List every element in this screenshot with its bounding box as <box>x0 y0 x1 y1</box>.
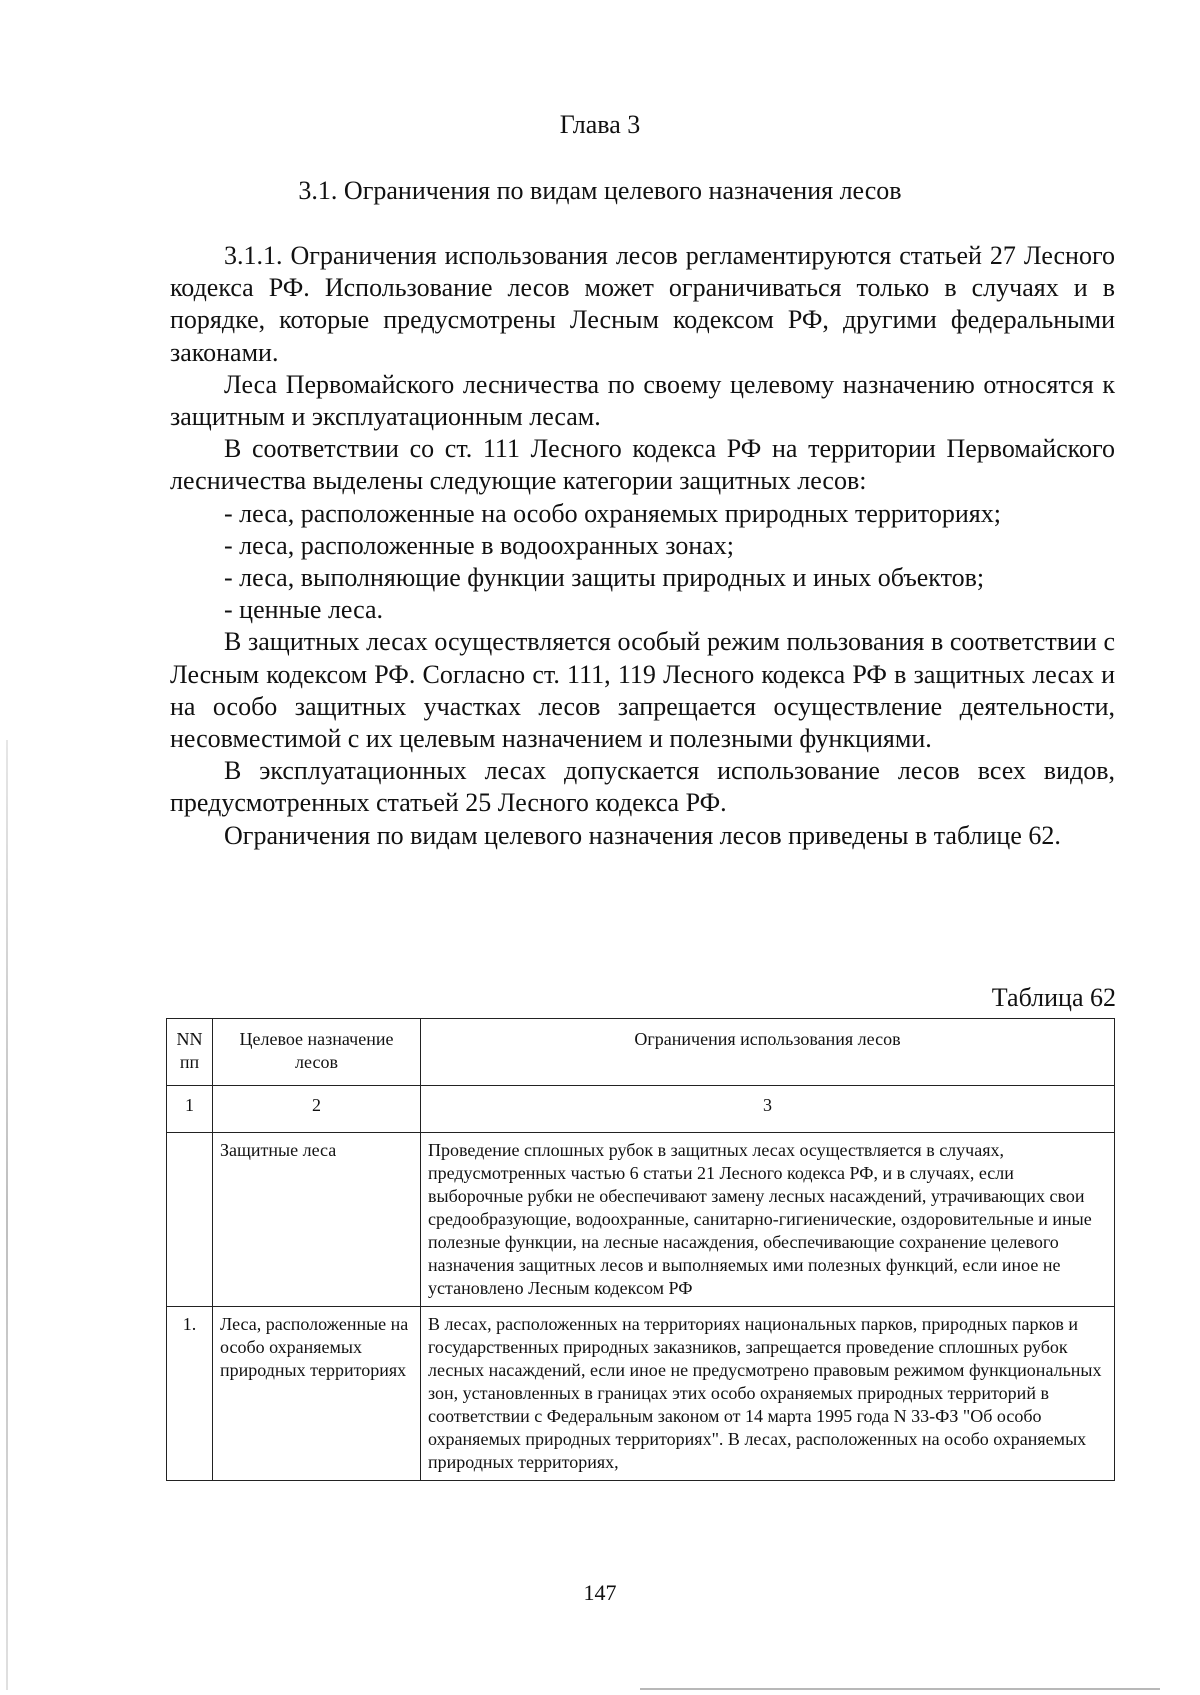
list-item: - леса, расположенные на особо охраняемых природных территориях; <box>224 498 1001 528</box>
column-number-row <box>167 1086 1115 1133</box>
chapter-title: Глава 3 <box>559 110 641 139</box>
row-purpose: Леса, расположенные на особо охраняемых природных территориях <box>213 1307 421 1481</box>
page-number: 147 <box>583 1580 617 1605</box>
paragraph: Ограничения по видам целевого назначения лесов приведены в таблице 62. <box>224 820 1061 850</box>
table-caption: Таблица 62 <box>991 983 1116 1012</box>
row-num <box>167 1133 213 1307</box>
list-item: - ценные леса. <box>224 595 384 625</box>
table-row <box>167 1133 1115 1307</box>
header-num: NN пп <box>167 1019 213 1086</box>
paragraph: В защитных лесах осуществляется особый режим пользования в соответствии с Лесным кодексом РФ. Согласно ст. 111, 119 Лесного кодекса РФ в защитных лесах и на особо защитных участках лесов запрещается осуществление деятельности, несовместимой с их целевым назначением и полезными функциями. <box>170 627 1115 754</box>
section-title: 3.1. Ограничения по видам целевого назначения лесов <box>298 176 902 205</box>
restrictions-table <box>166 1018 1115 1481</box>
row-restrictions: Проведение сплошных рубок в защитных лесах осуществляется в случаях, предусмотренных частью 6 статьи 21 Лесного кодекса РФ, и в случаях, если выборочные рубки не обеспечивают замену лесных насаждений, утрачивающих свои средообразующие, водоохранные, санитарно-гигиенические, оздоровительные и иные полезные функции, на лесные насаждения, обеспечивающие сохранение целевого назначения защитных лесов и выполняемых ими полезных функций, если иное не установлено Лесным кодексом РФ <box>421 1133 1115 1307</box>
column-number: 3 <box>421 1086 1115 1133</box>
table-header-row <box>167 1019 1115 1086</box>
paragraph: 3.1.1. Ограничения использования лесов регламентируются статьей 27 Лесного кодекса РФ. Использование лесов может ограничиваться только в случаях и в порядке, которые предусмотрены Лесным кодексом РФ, другими федеральными законами. <box>170 241 1115 367</box>
column-number: 2 <box>213 1086 421 1133</box>
paragraph: В эксплуатационных лесах допускается использование лесов всех видов, предусмотренных статьей 25 Лесного кодекса РФ. <box>170 756 1115 818</box>
row-restrictions: В лесах, расположенных на территориях национальных парков, природных парков и государственных природных заказников, запрещается проведение сплошных рубок лесных насаждений, если иное не предусмотрено правовым режимом функциональных зон, установленных в границах этих особо охраняемых природных территорий в соответствии с Федеральным законом от 14 марта 1995 года N 33-ФЗ "Об особо охраняемых природных территориях". В лесах, расположенных на особо охраняемых природных территориях, <box>421 1307 1115 1481</box>
row-purpose: Защитные леса <box>213 1133 421 1307</box>
list-item: - леса, выполняющие функции защиты природных и иных объектов; <box>224 563 985 593</box>
row-num: 1. <box>167 1307 213 1481</box>
header-purpose: Целевое назначение лесов <box>213 1019 421 1086</box>
paragraph: Леса Первомайского лесничества по своему целевому назначению относятся к защитным и эксплуатационным лесам. <box>170 369 1115 432</box>
scan-bottom-line <box>640 1688 1160 1690</box>
list-item: - леса, расположенные в водоохранных зонах; <box>224 530 735 560</box>
paragraph: В соответствии со ст. 111 Лесного кодекса РФ на территории Первомайского лесничества выделены следующие категории защитных лесов: <box>170 434 1115 496</box>
column-number: 1 <box>167 1086 213 1133</box>
header-restrictions: Ограничения использования лесов <box>421 1019 1115 1086</box>
body-text <box>170 240 1115 852</box>
scan-edge-line <box>6 740 8 1690</box>
table-row <box>167 1307 1115 1481</box>
